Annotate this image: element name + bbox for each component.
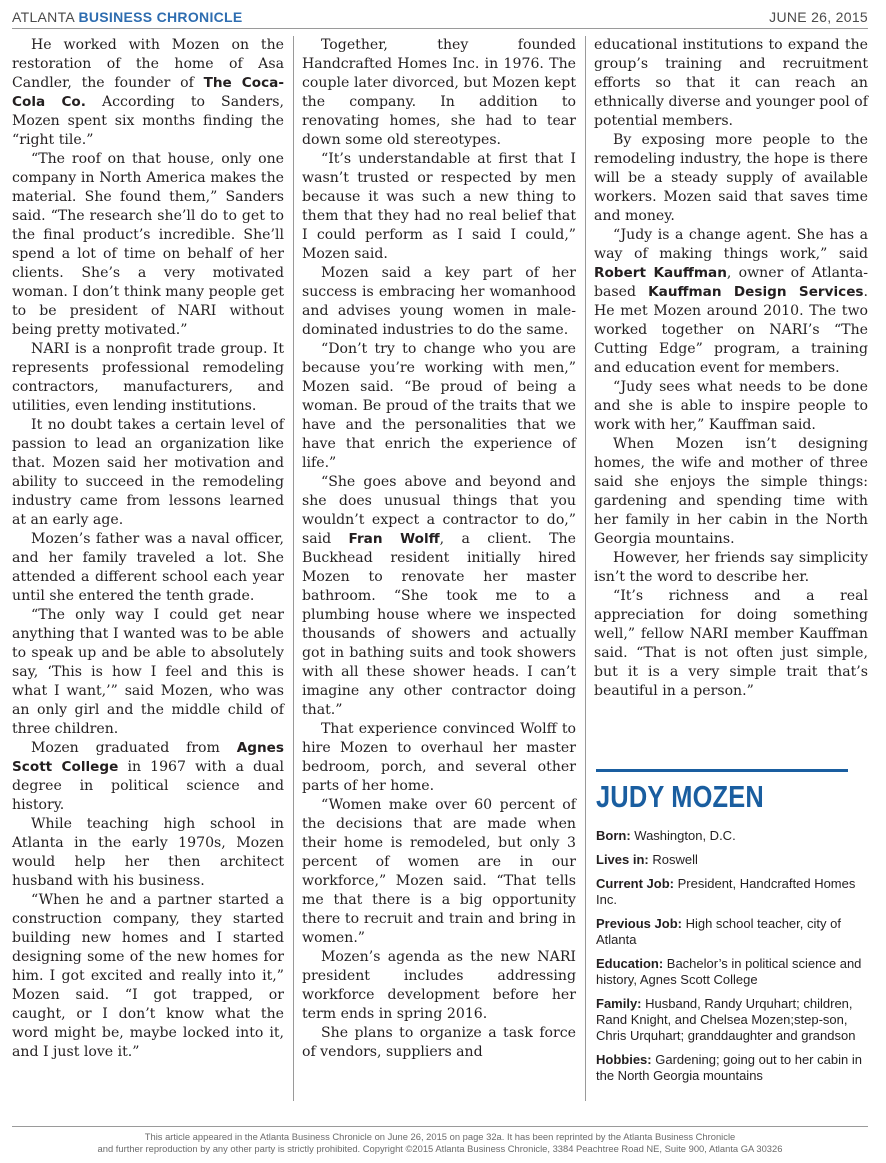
fact-label: Hobbies: xyxy=(596,1052,652,1067)
paragraph-text: Mozen graduated from xyxy=(31,740,237,756)
paragraph-text: When Mozen isn’t designing homes, the wife and mother of three said she enjoys the simple things: gardening and spending time with her family in her cabin in the North Georgia mountains. xyxy=(594,436,868,547)
article-paragraph xyxy=(594,435,868,549)
article-paragraph xyxy=(594,549,868,587)
fact-item xyxy=(596,828,868,844)
fact-label: Lives in: xyxy=(596,852,649,867)
masthead xyxy=(12,6,868,29)
fact-value: Gardening; going out to her cabin in the North Georgia mountains xyxy=(596,1052,862,1083)
article-paragraph xyxy=(302,264,576,340)
fact-value: Washington, D.C. xyxy=(630,828,736,843)
article-paragraph xyxy=(12,416,284,530)
article-paragraph xyxy=(594,131,868,226)
paragraph-text: “Judy sees what needs to be done and she is able to inspire people to work with her,” Kauffman said. xyxy=(594,379,868,433)
paragraph-text: Together, they founded Handcrafted Homes Inc. in 1976. The couple later divorced, but Mozen kept the company. In addition to renovating homes, she had to tear down some old stereotypes. xyxy=(302,37,576,148)
paragraph-text: By exposing more people to the remodeling industry, the hope is there will be a steady supply of available workers. Mozen said that saves time and money. xyxy=(594,132,868,224)
article-paragraph xyxy=(12,606,284,739)
fact-value: High school teacher, city of Atlanta xyxy=(596,916,841,947)
fact-list xyxy=(596,828,868,1084)
paragraph-text: “Judy is a change agent. She has a way of making things work,” said xyxy=(594,227,868,262)
fact-item xyxy=(596,1052,868,1084)
paragraph-text: Mozen’s father was a naval officer, and her family traveled a lot. She attended a different school each year until she entered the tenth grade. xyxy=(12,531,284,604)
column-divider xyxy=(585,36,586,1101)
paragraph-text: in 1967 with a dual degree in political science and history. xyxy=(12,759,284,813)
footer-line-1: This article appeared in the Atlanta Business Chronicle on June 26, 2015 on page 32a. It has been reprinted by the Atlanta Business Chronicle xyxy=(144,1131,736,1142)
fact-item xyxy=(596,916,868,948)
fact-value: President, Handcrafted Homes Inc. xyxy=(596,876,856,907)
sidebar-title: JUDY MOZEN xyxy=(596,779,764,814)
paragraph-text: According to Sanders, Mozen spent six months finding the “right tile.” xyxy=(12,94,284,148)
article-paragraph xyxy=(302,150,576,264)
paragraph-text: “She goes above and beyond and she does unusual things that you wouldn’t expect a contractor to do,” said xyxy=(302,474,576,547)
copyright-footer xyxy=(12,1131,868,1155)
fact-label: Family: xyxy=(596,996,642,1011)
paragraph-text: “It’s richness and a real appreciation for doing something well,” fellow NARI member Kauffman said. “That is not often just simple, but it is a very simple trait that’s beautiful in a person.” xyxy=(594,588,868,699)
footer-line-2: and further reproduction by any other party is strictly prohibited. Copyright ©2015 Atlanta Business Chronicle, 3384 Peachtree Road NE, Suite 900, Atlanta GA 30326 xyxy=(97,1143,783,1154)
fact-item xyxy=(596,852,868,868)
article-paragraph xyxy=(12,36,284,150)
paragraph-text: educational institutions to expand the group’s training and recruitment efforts so that it can reach an ethnically diverse and younger pool of potential members. xyxy=(594,37,868,129)
article-paragraph xyxy=(12,340,284,416)
paragraph-text: “It’s understandable at first that I wasn’t trusted or respected by men because it was such a new thing to them that they had no real belief that I could perform as I said I could,” Mozen said. xyxy=(302,151,576,262)
paragraph-text: He worked with Mozen on the restoration of the home of Asa Candler, the founder of xyxy=(12,37,284,91)
issue-date: JUNE 26, 2015 xyxy=(769,9,868,25)
fact-label: Current Job: xyxy=(596,876,674,891)
bold-entity-name: Agnes Scott College xyxy=(12,740,284,775)
article-paragraph xyxy=(12,739,284,815)
article-paragraph xyxy=(594,36,868,131)
article-column-3 xyxy=(594,36,868,701)
article-paragraph xyxy=(12,150,284,340)
article-paragraph xyxy=(594,378,868,435)
publication-prefix: ATLANTA xyxy=(12,9,79,25)
bold-entity-name: Fran Wolff xyxy=(348,531,440,547)
article-paragraph xyxy=(12,891,284,1062)
article-paragraph xyxy=(302,1024,576,1062)
article-paragraph xyxy=(12,815,284,891)
paragraph-text: She plans to organize a task force of vendors, suppliers and xyxy=(302,1025,576,1060)
bold-entity-name: The Coca-Cola Co. xyxy=(12,75,284,110)
publication-title: BUSINESS CHRONICLE xyxy=(78,9,243,25)
fact-value: Husband, Randy Urquhart; children, Rand Knight, and Chelsea Mozen;step-son, Chris Urquhart; granddaughter and grandson xyxy=(596,996,856,1043)
paragraph-text: It no doubt takes a certain level of passion to lead an organization like that. Mozen said her motivation and ability to succeed in the remodeling industry came from lessons learned at an early age. xyxy=(12,417,284,528)
paragraph-text: “When he and a partner started a construction company, they started building new homes and I started designing some of the new homes for him. I got excited and really into it,” Mozen said. “I got trapped, or caught, or I don’t know what the word might be, maybe locked into it, and I just love it.” xyxy=(12,892,284,1060)
fact-item xyxy=(596,996,868,1044)
paragraph-text: , a client. The Buckhead resident initially hired Mozen to renovate her master bathroom. “She took me to a plumbing house where we inspected thousands of showers and actually got in bathing suits and took showers with all these shower heads. I can’t imagine any other contractor doing that.” xyxy=(302,531,576,718)
fact-value: Bachelor’s in political science and history, Agnes Scott College xyxy=(596,956,862,987)
paragraph-text: NARI is a nonprofit trade group. It represents professional remodeling contractors, manufacturers, and utilities, even lending institutions. xyxy=(12,341,284,414)
bold-entity-name: Kauffman Design Services xyxy=(648,284,864,300)
fact-item xyxy=(596,956,868,988)
paragraph-text: “The roof on that house, only one company in North America makes the material. She found them,” Sanders said. “The research she’ll do to get to the final product’s incredible. She’ll spend a lot of time on behalf of her clients. She’s a very motivated woman. I don’t think many people get to be president of NARI without being pretty motivated.” xyxy=(12,151,284,338)
paragraph-text: “Women make over 60 percent of the decisions that are made when their home is remodeled, but only 3 percent of women are in our workforce,” Mozen said. “That tells me that there is a big opportunity there to recruit and train and bring in women.” xyxy=(302,797,576,946)
article-column-2 xyxy=(302,36,576,1062)
paragraph-text: However, her friends say simplicity isn’t the word to describe her. xyxy=(594,550,868,585)
article-column-1 xyxy=(12,36,284,1062)
paragraph-text: Mozen’s agenda as the new NARI president includes addressing workforce development before her term ends in spring 2016. xyxy=(302,949,576,1022)
fact-value: Roswell xyxy=(648,852,698,867)
paragraph-text: That experience convinced Wolff to hire Mozen to overhaul her master bedroom, porch, and several other parts of her home. xyxy=(302,721,576,794)
article-paragraph xyxy=(12,530,284,606)
profile-sidebar xyxy=(596,769,868,1092)
paragraph-text: . He met Mozen around 2010. The two worked together on NARI’s “The Cutting Edge” program, a training and education event for members. xyxy=(594,284,868,376)
article-paragraph xyxy=(302,720,576,796)
article-paragraph xyxy=(594,587,868,701)
fact-label: Born: xyxy=(596,828,631,843)
article-paragraph xyxy=(302,796,576,948)
paragraph-text: While teaching high school in Atlanta in the early 1970s, Mozen would help her then architect husband with his business. xyxy=(12,816,284,889)
paragraph-text: “Don’t try to change who you are because you’re working with men,” Mozen said. “Be proud of being a woman. Be proud of the traits that we have and the personalities that we have that enrich the experience of life.” xyxy=(302,341,576,471)
fact-label: Previous Job: xyxy=(596,916,682,931)
article-paragraph xyxy=(302,948,576,1024)
article-paragraph xyxy=(302,473,576,720)
publication-name xyxy=(12,9,243,25)
sidebar-rule xyxy=(596,769,848,772)
article-paragraph xyxy=(302,36,576,150)
paragraph-text: “The only way I could get near anything that I wanted was to be able to speak up and be able to absolutely say, ‘This is how I feel and this is what I want,’” said Mozen, who was an only girl and the middle child of three children. xyxy=(12,607,284,737)
paragraph-text: , owner of Atlanta-based xyxy=(594,265,868,300)
article-paragraph xyxy=(302,340,576,473)
footer-divider xyxy=(12,1126,868,1127)
article-paragraph xyxy=(594,226,868,378)
paragraph-text: Mozen said a key part of her success is embracing her womanhood and advises young women in male-dominated industries to do the same. xyxy=(302,265,576,338)
bold-entity-name: Robert Kauffman xyxy=(594,265,727,281)
fact-label: Education: xyxy=(596,956,664,971)
fact-item xyxy=(596,876,868,908)
column-divider xyxy=(293,36,294,1101)
